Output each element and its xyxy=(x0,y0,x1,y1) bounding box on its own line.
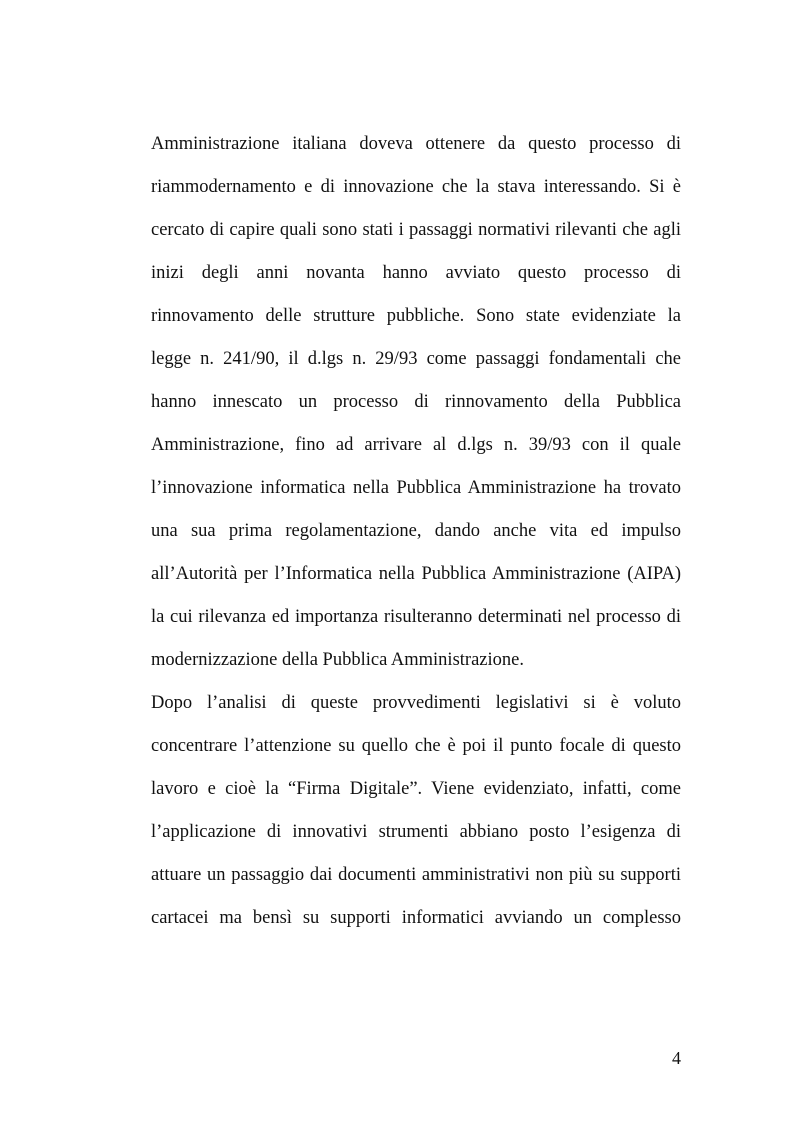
text-line: modernizzazione della Pubblica Amministrazione. xyxy=(151,650,524,670)
text-line: all’Autorità per l’Informatica nella Pubblica Amministrazione (AIPA) xyxy=(151,564,681,584)
text-line: una sua prima regolamentazione, dando anche vita ed impulso xyxy=(151,521,681,541)
text-line: hanno innescato un processo di rinnovamento della Pubblica xyxy=(151,392,681,412)
page-number: 4 xyxy=(672,1048,681,1068)
text-line: Dopo l’analisi di queste provvedimenti legislativi si è voluto xyxy=(151,693,681,713)
text-line: legge n. 241/90, il d.lgs n. 29/93 come passaggi fondamentali che xyxy=(151,349,681,369)
text-line: lavoro e cioè la “Firma Digitale”. Viene evidenziato, infatti, come xyxy=(151,779,681,799)
text-line: l’innovazione informatica nella Pubblica Amministrazione ha trovato xyxy=(151,478,681,498)
text-line: cercato di capire quali sono stati i passaggi normativi rilevanti che agli xyxy=(151,220,681,240)
text-line: rinnovamento delle strutture pubbliche. Sono state evidenziate la xyxy=(151,306,681,326)
text-line: riammodernamento e di innovazione che la stava interessando. Si è xyxy=(151,177,681,197)
text-line: la cui rilevanza ed importanza risulteranno determinati nel processo di xyxy=(151,607,681,627)
text-line: inizi degli anni novanta hanno avviato questo processo di xyxy=(151,263,681,283)
text-line: Amministrazione italiana doveva ottenere da questo processo di xyxy=(151,134,681,154)
text-line: Amministrazione, fino ad arrivare al d.lgs n. 39/93 con il quale xyxy=(151,435,681,455)
text-line: concentrare l’attenzione su quello che è poi il punto focale di questo xyxy=(151,736,681,756)
text-line: cartacei ma bensì su supporti informatici avviando un complesso xyxy=(151,908,681,928)
text-line: attuare un passaggio dai documenti amministrativi non più su supporti xyxy=(151,865,681,885)
text-line: l’applicazione di innovativi strumenti abbiano posto l’esigenza di xyxy=(151,822,681,842)
